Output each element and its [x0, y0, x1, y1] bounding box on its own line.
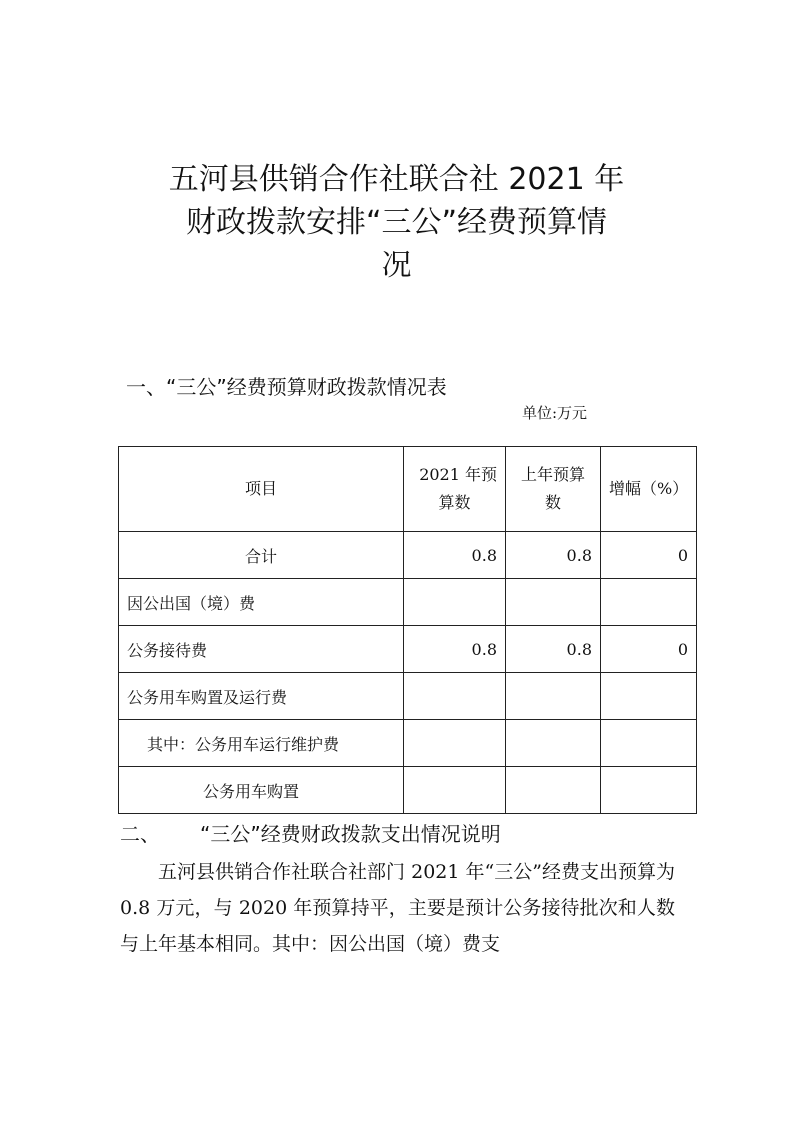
- row-increase: [601, 720, 697, 767]
- table-row: [119, 673, 697, 720]
- row-increase: [601, 767, 697, 814]
- section2-number: 二、: [120, 822, 160, 846]
- row-item: 合计: [119, 532, 404, 579]
- row-budget-2021: [404, 720, 506, 767]
- header-increase: 增幅（%）: [601, 447, 697, 532]
- row-increase: [601, 579, 697, 626]
- table-row: [119, 532, 697, 579]
- row-item: 公务用车购置: [119, 767, 404, 814]
- row-increase: 0: [601, 532, 697, 579]
- section1-heading: 一、“三公”经费预算财政拨款情况表: [126, 375, 447, 399]
- row-budget-2021: 0.8: [404, 626, 506, 673]
- row-item: 公务接待费: [119, 626, 404, 673]
- table-row: [119, 626, 697, 673]
- row-item: 其中：公务用车运行维护费: [119, 720, 404, 767]
- row-increase: [601, 673, 697, 720]
- table-row: [119, 767, 697, 814]
- title-line-2: 财政拨款安排“三公”经费预算情: [185, 205, 608, 240]
- unit-label: 单位:万元: [522, 404, 588, 422]
- title-line-1: 五河县供销合作社联合社 2021 年: [168, 162, 625, 197]
- table-header-row: [119, 447, 697, 532]
- row-budget-2021: 0.8: [404, 532, 506, 579]
- row-budget-last-year: [506, 767, 601, 814]
- section2-heading: [120, 820, 501, 848]
- table-row: [119, 720, 697, 767]
- header-budget-last-year: 上年预算 数: [506, 447, 601, 532]
- title-line-3: 况: [381, 248, 412, 283]
- row-budget-last-year: 0.8: [506, 532, 601, 579]
- row-budget-last-year: [506, 720, 601, 767]
- row-budget-last-year: [506, 579, 601, 626]
- row-budget-2021: [404, 767, 506, 814]
- row-item: 公务用车购置及运行费: [119, 673, 404, 720]
- row-budget-last-year: [506, 673, 601, 720]
- header-item: 项目: [119, 447, 404, 532]
- document-title: [120, 158, 673, 287]
- table-row: [119, 579, 697, 626]
- row-item: 因公出国（境）费: [119, 579, 404, 626]
- row-budget-2021: [404, 579, 506, 626]
- header-budget-2021: 2021 年预 算数: [404, 447, 506, 532]
- row-increase: 0: [601, 626, 697, 673]
- body-paragraph: 五河县供销合作社联合社部门 2021 年“三公”经费支出预算为 0.8 万元，与 2020 年预算持平，主要是预计公务接待批次和人数与上年基本相同。其中：因公出国（境）费支: [120, 861, 675, 955]
- section2-title: “三公”经费财政拨款支出情况说明: [200, 822, 501, 846]
- budget-table: [118, 446, 697, 814]
- row-budget-2021: [404, 673, 506, 720]
- row-budget-last-year: 0.8: [506, 626, 601, 673]
